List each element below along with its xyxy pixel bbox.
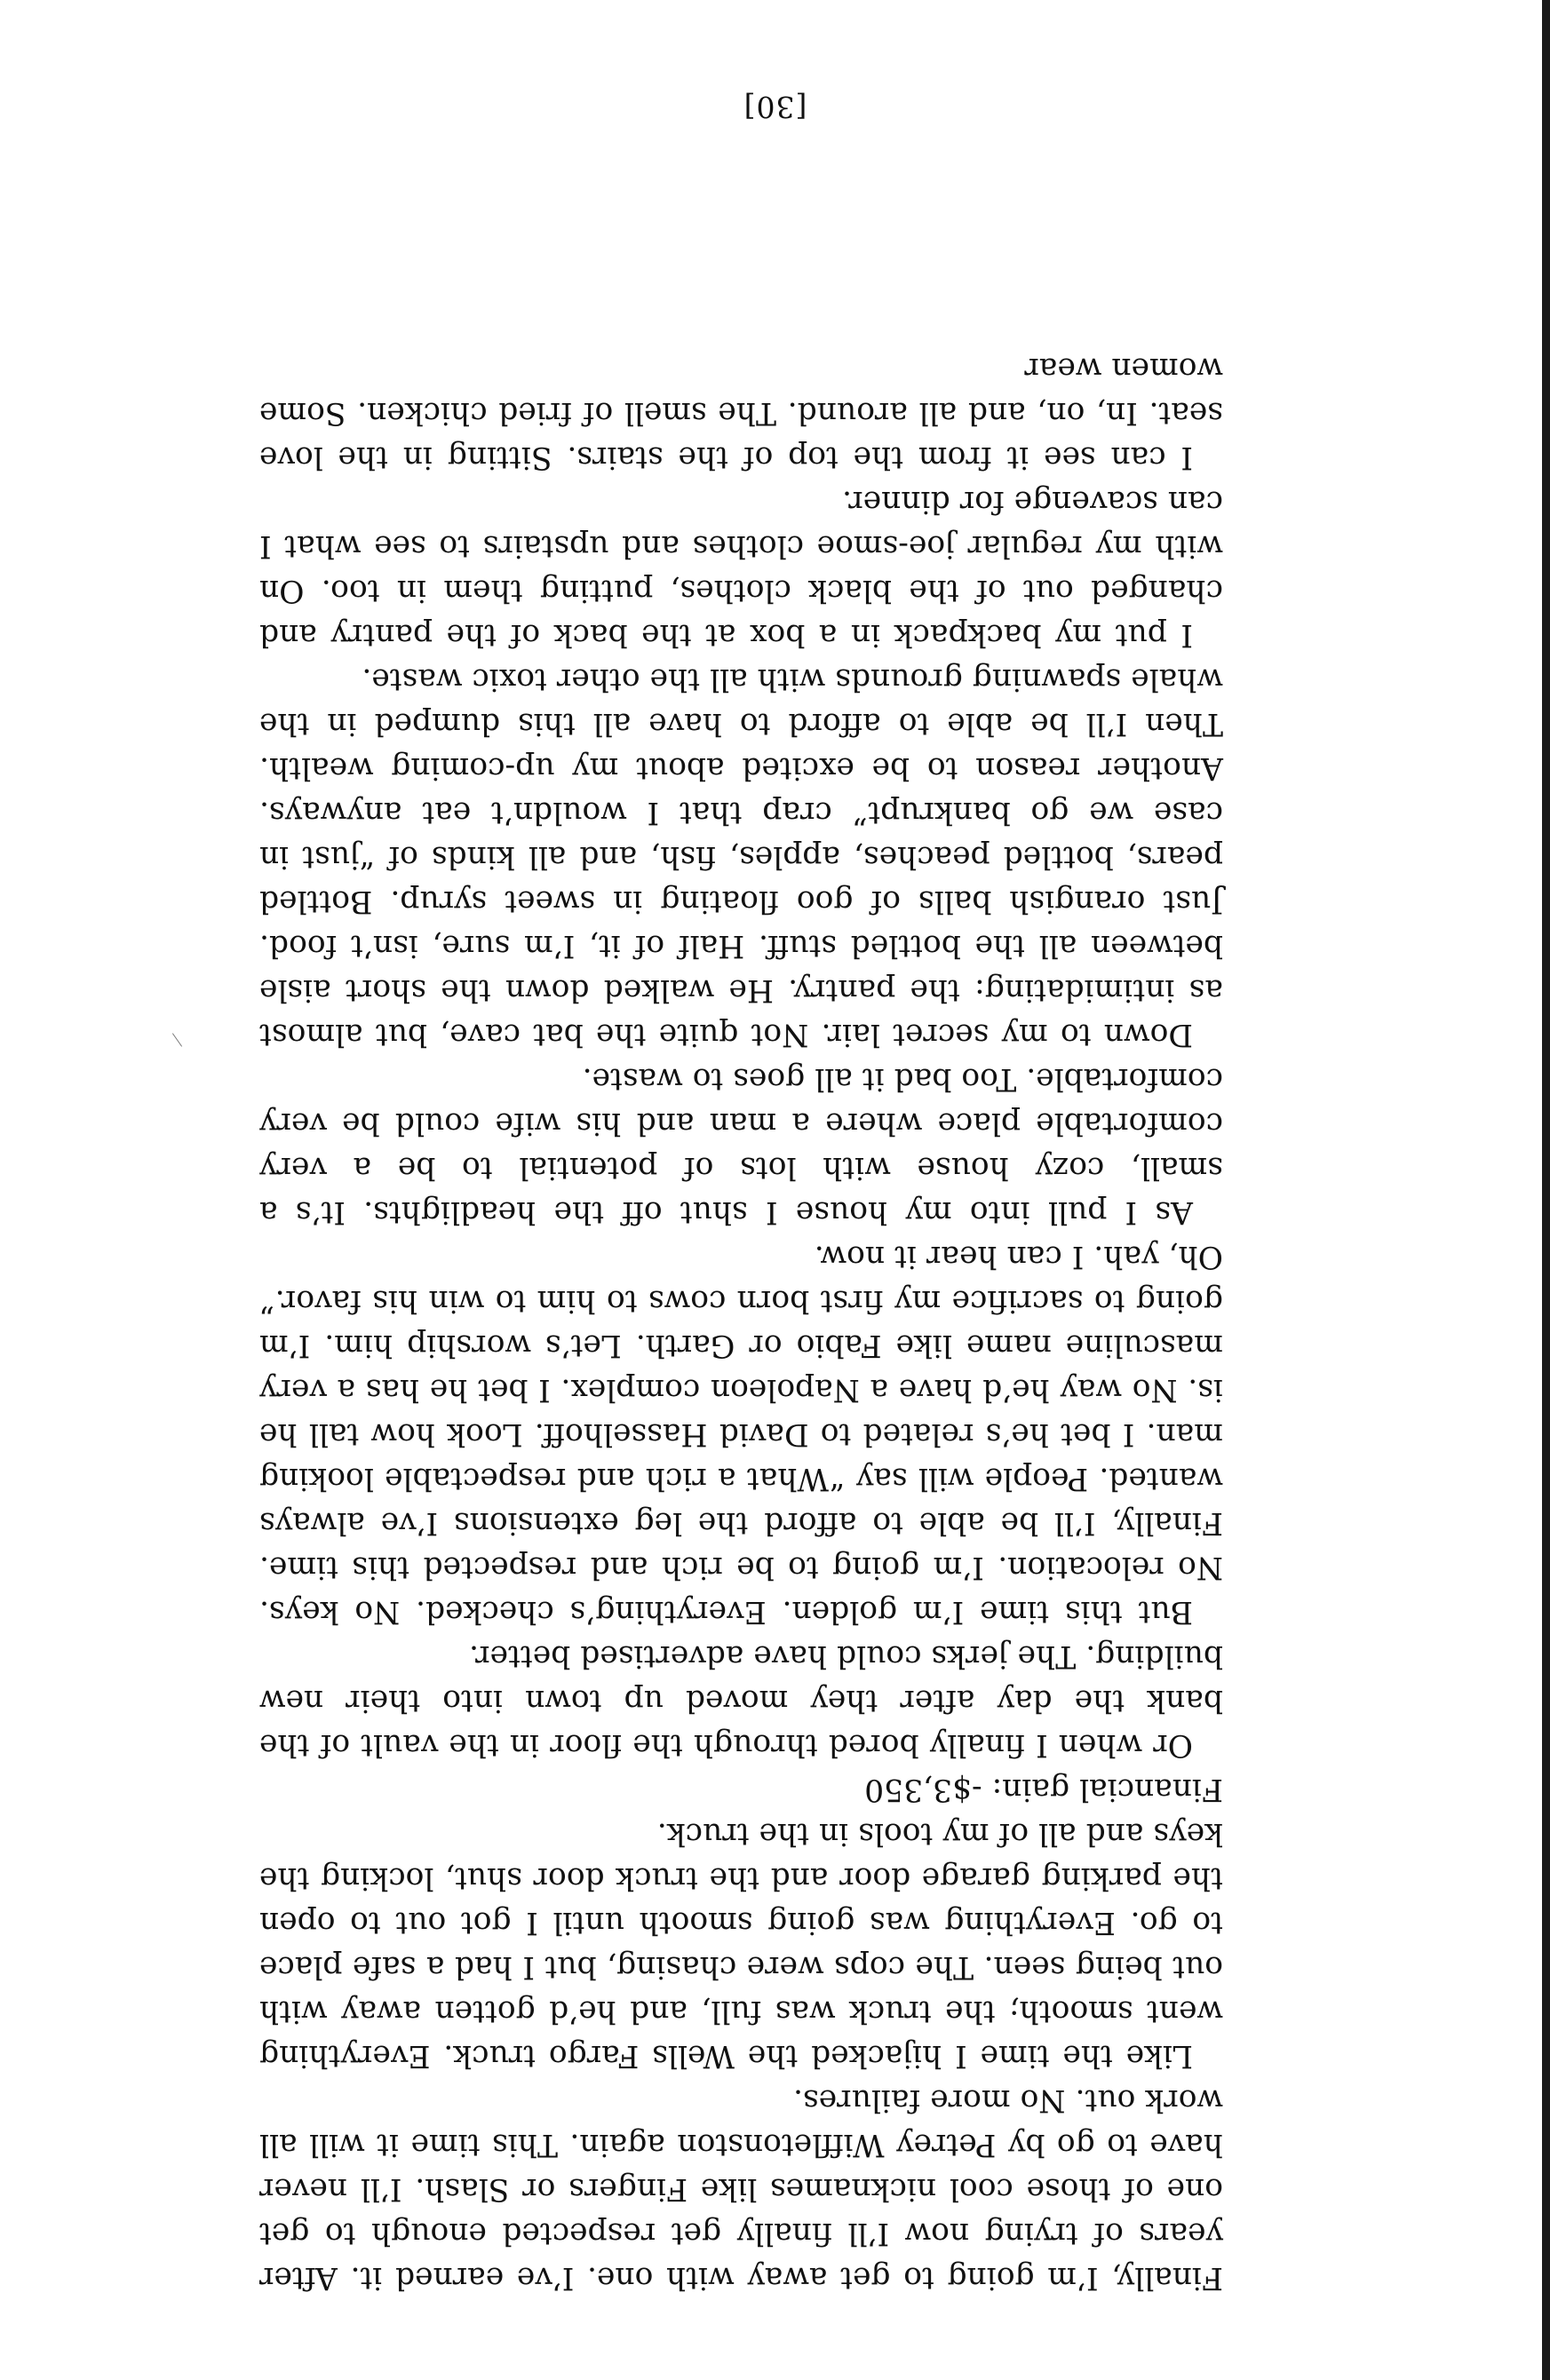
paragraph-house: As I pull into my house I shut off the headlights. It’s a small, cozy house with lots of potential to be a very comfortable place where a man and his wife could be very comfortable. Too bad it all goes to waste. (259, 1061, 1223, 1230)
paragraph-opening: Finally, I’m going to get away with one. I’ve earned it. After years of trying now I’ll finally get respected enough to get one of those cool nicknames like Fingers or Slash. I’ll never have to go by Petrey Wiffletonston again. This time it will all work out. No more failures. (259, 2082, 1223, 2296)
scan-speck (172, 1033, 182, 1046)
financial-gain-line: Financial gain: -$3,350 (864, 1772, 1223, 1807)
paragraph-stairs: I can see it from the top of the stairs. Sitting in the love seat. In, on, and all around. The smell of fried chicken. Some women wear (259, 351, 1223, 475)
paragraph-golden: But this time I’m golden. Everything’s checked. No keys. No relocation. I’m going to be rich and respected this time. Finally, I’ll be able to afford the leg extensions I’ve always wanted. People will say “What a rich and respectable looking man. I bet he’s related to David Hasselhoff. Look how tall he is. No way he’d have a Napoleon complex. I bet he has a very masculine name like Fabio or Garth. Let’s worship him. I’m going to sacrifice my first born cows to him to win his favor.” Oh, yah. I can hear it now. (259, 1239, 1223, 1630)
paragraph-wells-fargo: Like the time I hijacked the Wells Fargo truck. Everything went smooth; the truck was full, and he’d gotten away with out being seen. The cops were chasing, but I had a safe place to go. Everything was going smooth until I got out to open the parking garage door and the truck door shut, locking the keys and all of my tools in the truck. (259, 1816, 1223, 2074)
body-text (259, 346, 1223, 2300)
scan-edge-shadow (1542, 0, 1550, 2380)
paragraph-pantry: Down to my secret lair. Not quite the bat cave, but almost as intimidating: the pantry. He walked down the short aisle between all the bottled stuff. Half of it, I’m sure, isn’t food. Just orangish balls of goo floating in sweet syrup. Bottled pears, bottled peaches, apples, fish, and all kinds of “just in case we go bankrupt” crap that I wouldn’t eat anyways. Another reason to be excited about my up-coming wealth. Then I’ll be able to afford to have all this dumped in the whale spawning grounds with all the other toxic waste. (259, 662, 1223, 1052)
paragraph-backpack: I put my backpack in a box at the back of the pantry and changed out of the black clothes, putting them in too. On with my regular joe-smoe clothes and upstairs to see what I can scavenge for dinner. (259, 484, 1223, 653)
page-number: [30] (743, 90, 807, 124)
paragraph-vault: Or when I finally bored through the floor in the vault of the bank the day after they moved up town into their new building. The jerks could have advertised better. (259, 1638, 1223, 1763)
